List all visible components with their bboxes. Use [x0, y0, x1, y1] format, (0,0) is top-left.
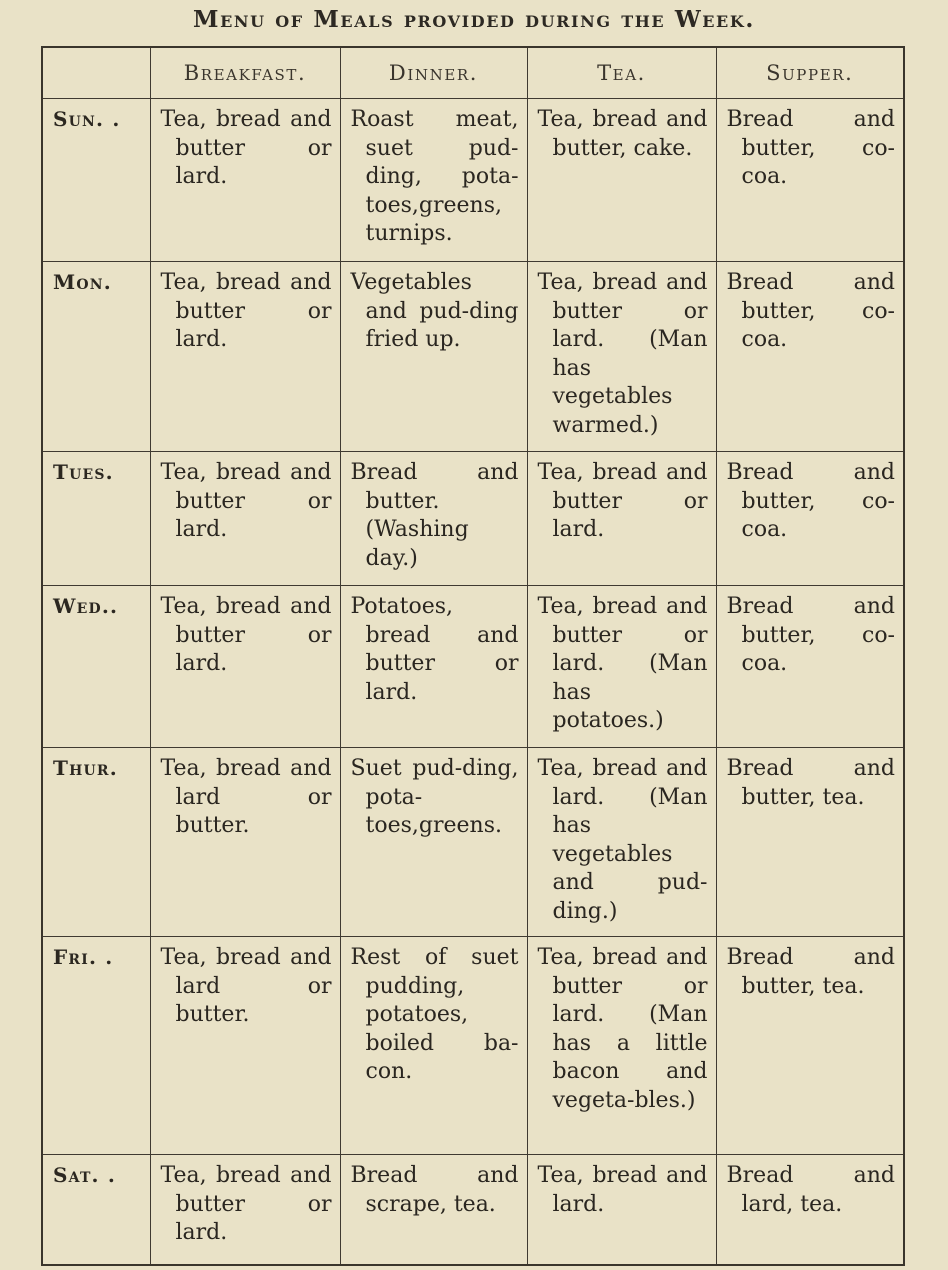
dinner-cell: [340, 748, 527, 937]
header-supper: Supper.: [716, 47, 904, 99]
supper-text: Bread and butter, co-coa.: [726, 594, 895, 676]
tea-text: Tea, bread and butter or lard. (Man has a little bacon and vegeta-bles.): [537, 945, 708, 1113]
dinner-cell: [340, 262, 527, 452]
page-title: Menu of Meals provided during the Week.: [193, 6, 755, 33]
breakfast-cell: [150, 262, 340, 452]
day-cell: Fri. .: [42, 937, 150, 1155]
dinner-cell: [340, 937, 527, 1155]
dinner-text: Rest of suet pudding, potatoes, boiled ba-con.: [350, 945, 519, 1084]
breakfast-text: Tea, bread and butter or lard.: [160, 1163, 332, 1245]
tea-text: Tea, bread and butter or lard. (Man has potatoes.): [537, 594, 708, 733]
supper-text: Bread and butter, co-coa.: [726, 107, 895, 189]
tea-cell: [527, 586, 716, 748]
dinner-cell: [340, 452, 527, 586]
breakfast-cell: [150, 99, 340, 262]
dinner-text: Bread and scrape, tea.: [350, 1163, 519, 1217]
table-row: [42, 937, 904, 1155]
supper-text: Bread and lard, tea.: [726, 1163, 895, 1217]
breakfast-cell: [150, 452, 340, 586]
breakfast-cell: [150, 1155, 340, 1265]
day-cell: Wed..: [42, 586, 150, 748]
tea-text: Tea, bread and butter or lard. (Man has vegetables warmed.): [537, 270, 708, 438]
tea-cell: [527, 748, 716, 937]
supper-text: Bread and butter, co-coa.: [726, 460, 895, 542]
supper-cell: [716, 262, 904, 452]
supper-cell: [716, 99, 904, 262]
weekly-menu-table: [41, 46, 905, 1266]
breakfast-text: Tea, bread and butter or lard.: [160, 460, 332, 542]
supper-text: Bread and butter, tea.: [726, 756, 895, 810]
table-header-row: [42, 47, 904, 99]
dinner-text: Bread and butter. (Washing day.): [350, 460, 519, 571]
header-breakfast: Breakfast.: [150, 47, 340, 99]
day-cell: Thur.: [42, 748, 150, 937]
tea-cell: [527, 99, 716, 262]
dinner-text: Roast meat, suet pud-ding, pota-toes,greens, turnips.: [350, 107, 519, 246]
dinner-cell: [340, 1155, 527, 1265]
breakfast-text: Tea, bread and butter or lard.: [160, 594, 332, 676]
day-cell: Sat. .: [42, 1155, 150, 1265]
tea-text: Tea, bread and lard.: [537, 1163, 708, 1217]
day-cell: Tues.: [42, 452, 150, 586]
tea-text: Tea, bread and butter or lard.: [537, 460, 708, 542]
header-dinner: Dinner.: [340, 47, 527, 99]
supper-cell: [716, 586, 904, 748]
table-row: [42, 748, 904, 937]
breakfast-cell: [150, 586, 340, 748]
supper-cell: [716, 937, 904, 1155]
tea-text: Tea, bread and butter, cake.: [537, 107, 708, 161]
supper-text: Bread and butter, co-coa.: [726, 270, 895, 352]
table-row: [42, 262, 904, 452]
tea-cell: [527, 937, 716, 1155]
header-day: [42, 47, 150, 99]
dinner-text: Vegetables and pud-ding fried up.: [350, 270, 519, 352]
dinner-cell: [340, 586, 527, 748]
supper-cell: [716, 748, 904, 937]
table-row: [42, 452, 904, 586]
table-row: [42, 1155, 904, 1265]
breakfast-cell: [150, 748, 340, 937]
tea-cell: [527, 1155, 716, 1265]
dinner-cell: [340, 99, 527, 262]
breakfast-text: Tea, bread and butter or lard.: [160, 270, 332, 352]
header-tea: Tea.: [527, 47, 716, 99]
tea-text: Tea, bread and lard. (Man has vegetables and pud-ding.): [537, 756, 708, 924]
table-row: [42, 586, 904, 748]
supper-text: Bread and butter, tea.: [726, 945, 895, 999]
day-cell: Sun. .: [42, 99, 150, 262]
supper-cell: [716, 1155, 904, 1265]
tea-cell: [527, 262, 716, 452]
dinner-text: Suet pud-ding, pota-toes,greens.: [350, 756, 519, 838]
breakfast-cell: [150, 937, 340, 1155]
dinner-text: Potatoes, bread and butter or lard.: [350, 594, 519, 705]
breakfast-text: Tea, bread and lard or butter.: [160, 756, 332, 838]
breakfast-text: Tea, bread and lard or butter.: [160, 945, 332, 1027]
supper-cell: [716, 452, 904, 586]
table-row: [42, 99, 904, 262]
breakfast-text: Tea, bread and butter or lard.: [160, 107, 332, 189]
day-cell: Mon.: [42, 262, 150, 452]
tea-cell: [527, 452, 716, 586]
